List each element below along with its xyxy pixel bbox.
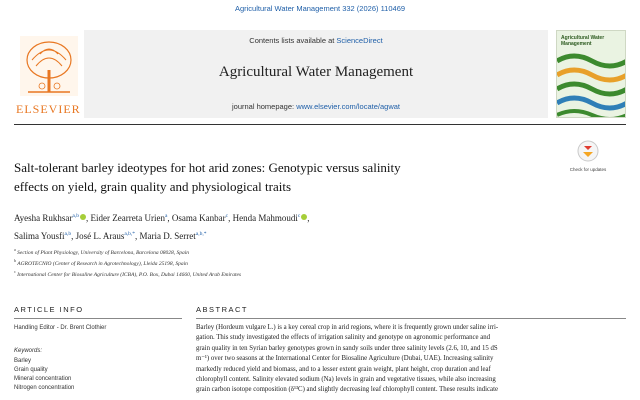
journal-title[interactable]: Agricultural Water Management bbox=[218, 64, 414, 80]
keywords-list bbox=[14, 357, 74, 393]
keywords-label: Keywords: bbox=[14, 348, 43, 354]
check-updates-icon bbox=[577, 140, 599, 162]
author-affiliation-mark[interactable]: a,b,* bbox=[195, 231, 207, 237]
orcid-icon[interactable] bbox=[80, 214, 86, 220]
handling-editor: Handling Editor - Dr. Brent Clothier bbox=[14, 325, 107, 331]
homepage-prefix: journal homepage: bbox=[231, 102, 297, 111]
homepage-line bbox=[84, 102, 548, 111]
abstract-line: markedly reduced yield and biomass, and to a lesser extent grain weight, plant height, crop duration and leaf bbox=[196, 365, 491, 373]
affiliation-item bbox=[14, 257, 614, 268]
article-info-divider bbox=[14, 318, 182, 319]
author-name[interactable]: Eider Zearreta Urien bbox=[90, 213, 165, 223]
author-affiliation-mark[interactable]: a,b bbox=[64, 231, 72, 237]
check-for-updates-button[interactable] bbox=[568, 140, 608, 172]
contents-line bbox=[84, 36, 548, 45]
affiliation-text: International Center for Biosaline Agriculture (ICBA), P.O. Box, Dubai 14660, United Arab Emirates bbox=[17, 271, 242, 278]
affiliation-item bbox=[14, 268, 614, 279]
article-info-heading: ARTICLE INFO bbox=[14, 305, 84, 314]
affiliation-mark: a bbox=[14, 247, 16, 252]
abstract-line: gation. This study investigated the effects of irrigation salinity and genotype on agronomic performance and bbox=[196, 334, 491, 342]
abstract-divider bbox=[196, 318, 626, 319]
header-divider bbox=[14, 124, 626, 125]
keyword-item: Mineral concentration bbox=[14, 376, 72, 382]
affiliation-mark: c bbox=[14, 268, 16, 274]
contents-prefix: Contents lists available at bbox=[249, 36, 337, 45]
journal-reference[interactable]: Agricultural Water Management 332 (2026) 110469 bbox=[234, 4, 406, 13]
author-list bbox=[14, 208, 614, 244]
affiliation-list bbox=[14, 246, 614, 278]
author-affiliation-mark[interactable]: a,b,* bbox=[124, 231, 136, 237]
author-affiliation-mark[interactable]: a bbox=[164, 213, 168, 219]
affiliation-item bbox=[14, 246, 614, 257]
abstract-line: grain quality in ten Syrian barley genotypes grown in sandy soils under three salinity levels (2.6, 10, and 15 dS bbox=[196, 344, 498, 352]
author-affiliation-mark[interactable]: c bbox=[297, 213, 301, 219]
author-name[interactable]: José L. Araus bbox=[75, 231, 125, 241]
author-name[interactable]: Salima Yousfi bbox=[14, 231, 65, 241]
author-line-2: Salima Yousfi$^{a,b}$, José L. Araus$^{a,b,*}$, Maria D. Serret$^{a,b,*}$ bbox=[14, 231, 207, 241]
article-title bbox=[14, 158, 554, 196]
homepage-link[interactable]: www.elsevier.com/locate/agwat bbox=[296, 102, 400, 111]
article-title-line-1: Salt-tolerant barley ideotypes for hot arid zones: Genotypic versus salinity bbox=[14, 160, 401, 175]
affiliation-text: AGROTECNIO (Center of Research in Agrotechnology), Lleida 25198, Spain bbox=[17, 260, 188, 267]
journal-header-box bbox=[84, 30, 548, 118]
keyword-item: Barley bbox=[14, 358, 32, 364]
abstract-line: chlorophyll content. Salinity elevated sodium (Na) levels in grain and vegetative tissues, while also increasing bbox=[196, 376, 496, 384]
affiliation-mark: b bbox=[14, 257, 16, 263]
abstract-line: grain carbon isotope composition (δ¹³C) and slightly decreasing leaf chlorophyll content. These results indicate bbox=[196, 386, 498, 394]
author-name[interactable]: Ayesha Rukhsar bbox=[14, 213, 73, 223]
cover-art-icon bbox=[557, 49, 626, 118]
abstract-line: Barley (Hordeum vulgare L.) is a key cereal crop in arid regions, where it is frequently grown under saline irri- bbox=[196, 324, 499, 331]
article-title-line-2: effects on yield, grain quality and physiological traits bbox=[14, 179, 292, 194]
elsevier-tree-logo[interactable] bbox=[14, 30, 84, 118]
author-line-1: Ayesha Rukhsar$^{a,b}$ , Eider Zearreta Urien$^a$, Osama Kanbar$^c$, Henda Mahmoudi$^c$ , bbox=[14, 213, 310, 223]
abstract-line: m⁻¹) over two seasons at the International Center for Biosaline Agriculture (Dubai, UAE). Increasing salinity bbox=[196, 355, 494, 363]
masthead bbox=[14, 26, 626, 120]
author-name[interactable]: Henda Mahmoudi bbox=[232, 213, 298, 223]
keyword-item: Grain quality bbox=[14, 367, 48, 373]
author-affiliation-mark[interactable]: c bbox=[225, 213, 229, 219]
sciencedirect-link[interactable]: ScienceDirect bbox=[336, 36, 383, 45]
abstract-heading: ABSTRACT bbox=[196, 305, 249, 314]
orcid-icon[interactable] bbox=[301, 214, 307, 220]
publisher-name: ELSEVIER bbox=[16, 102, 81, 116]
affiliation-text: Section of Plant Physiology, University of Barcelona, Barcelona 08028, Spain bbox=[17, 249, 190, 256]
author-name[interactable]: Maria D. Serret bbox=[139, 231, 196, 241]
check-updates-label: Check for updates bbox=[569, 167, 607, 172]
author-name[interactable]: Osama Kanbar bbox=[171, 213, 226, 223]
keyword-item: Nitrogen concentration bbox=[14, 385, 75, 391]
journal-cover-thumbnail[interactable] bbox=[556, 30, 626, 118]
cover-title: Agricultural Water Management bbox=[561, 35, 605, 47]
author-affiliation-mark[interactable]: a,b bbox=[72, 213, 79, 219]
abstract-body bbox=[196, 323, 624, 396]
